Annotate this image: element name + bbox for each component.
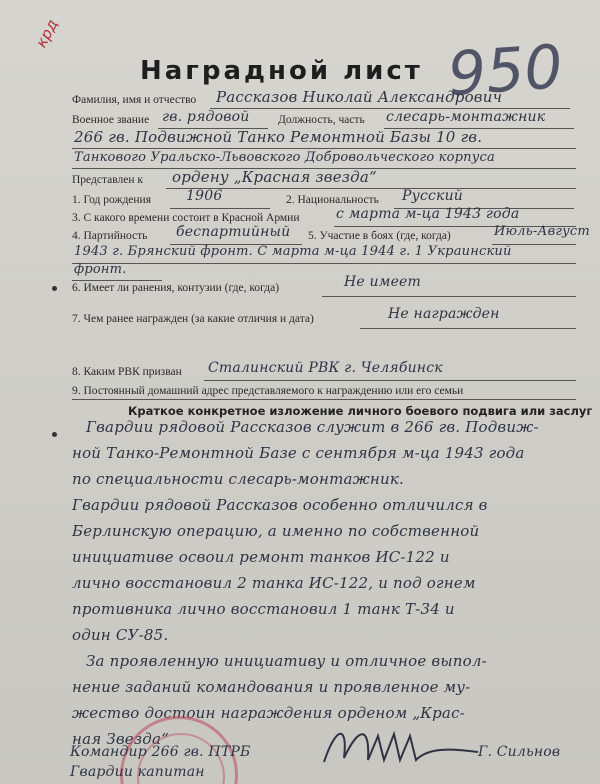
narrative-line: ная Звезда“ (72, 730, 169, 748)
narrative-line: Гвардии рядовой Рассказов служит в 266 гв. Подвиж- (86, 418, 539, 436)
narrative-line: ной Танко-Ремонтной Базе с сентября м-ца 1943 года (72, 444, 525, 462)
commander-rank: Гвардии капитан (70, 764, 205, 780)
unit-line-1: 266 гв. Подвижной Танко Ремонтной Базы 10 гв. (74, 128, 483, 146)
wounds-value: Не имеет (344, 274, 422, 290)
post-label: Должность, часть (278, 114, 365, 126)
party-value: беспартийный (176, 224, 291, 240)
narrative-line: Гвардии рядовой Рассказов особенно отличился в (72, 496, 488, 514)
awards-label: 7. Чем ранее награжден (за какие отличия и дата) (72, 313, 314, 325)
name-label: Фамилия, имя и отчество (72, 94, 197, 106)
army-value: с марта м-ца 1943 года (336, 206, 520, 222)
signature (318, 718, 488, 774)
document-number: 950 (445, 32, 565, 110)
unit-underline-1 (72, 148, 576, 149)
narrative-line: инициативе освоил ремонт танков ИС-122 и (72, 548, 450, 566)
bullet-hole-2 (52, 432, 57, 437)
awards-value: Не награжден (388, 306, 500, 322)
nation-label: 2. Национальность (286, 194, 379, 206)
narrative-line: по специальности слесарь-монтажник. (72, 470, 404, 488)
rvk-value: Сталинский РВК г. Челябинск (208, 360, 443, 376)
narrative-line: жество достоин награждения орденом „Крас- (72, 704, 465, 722)
birth-underline (170, 208, 270, 209)
signer-name: Г. Сильнов (478, 744, 561, 760)
party-label: 4. Партийность (72, 230, 148, 242)
rvk-underline (204, 380, 576, 381)
nation-value: Русский (402, 188, 464, 204)
battles-underline-3 (72, 280, 162, 281)
narrative-line: противника лично восстановил 1 танк Т-34 и (72, 600, 455, 618)
corner-handwritten-mark: крд (32, 16, 62, 51)
unit-line-2: Танкового Уральско-Львовского Добровольческого корпуса (74, 150, 495, 165)
battles-underline-2 (72, 263, 576, 264)
narrative-line: один СУ-85. (72, 626, 169, 644)
battles-value-3: фронт. (74, 262, 127, 277)
birth-label: 1. Год рождения (72, 194, 151, 206)
rank-value: гв. рядовой (162, 109, 250, 125)
battles-value-2: 1943 г. Брянский фронт. С марта м-ца 1944 г. 1 Украинский (74, 244, 512, 259)
wounds-underline (322, 296, 576, 297)
rank-label: Военное звание (72, 114, 150, 126)
narrative-line: Берлинскую операцию, а именно по собственной (72, 522, 480, 540)
section-heading: Краткое конкретное изложение личного боевого подвига или заслуг (128, 404, 593, 418)
awards-underline (360, 328, 576, 329)
name-value: Рассказов Николай Александрович (216, 88, 503, 106)
wounds-label: 6. Имеет ли ранения, контузии (где, когда) (72, 282, 280, 294)
rvk-label: 8. Каким РВК призван (72, 366, 182, 378)
narrative-line: За проявленную инициативу и отличное выпол- (86, 652, 487, 670)
commander-line: Командир 266 гв. ПТРБ (70, 744, 251, 760)
narrative-line: лично восстановил 2 танка ИС-122, и под огнем (72, 574, 476, 592)
nominated-value: ордену „Красная звезда“ (172, 168, 377, 186)
battles-value-1: Июль-Август (494, 224, 590, 239)
address-label: 9. Постоянный домашний адрес представляемого к награждению или его семьи (72, 385, 464, 397)
nominated-underline (166, 188, 576, 189)
narrative-line: нение заданий командования и проявленное му- (72, 678, 471, 696)
birth-value: 1906 (186, 188, 223, 204)
page-title: Наградной лист (140, 56, 423, 86)
battles-label: 5. Участие в боях (где, когда) (308, 230, 451, 242)
nominated-label: Представлен к (72, 174, 143, 186)
bullet-hole-1 (52, 286, 57, 291)
post-value: слесарь-монтажник (386, 109, 546, 125)
address-underline (72, 399, 576, 400)
army-label: 3. С какого времени состоит в Красной Армии (72, 212, 300, 224)
